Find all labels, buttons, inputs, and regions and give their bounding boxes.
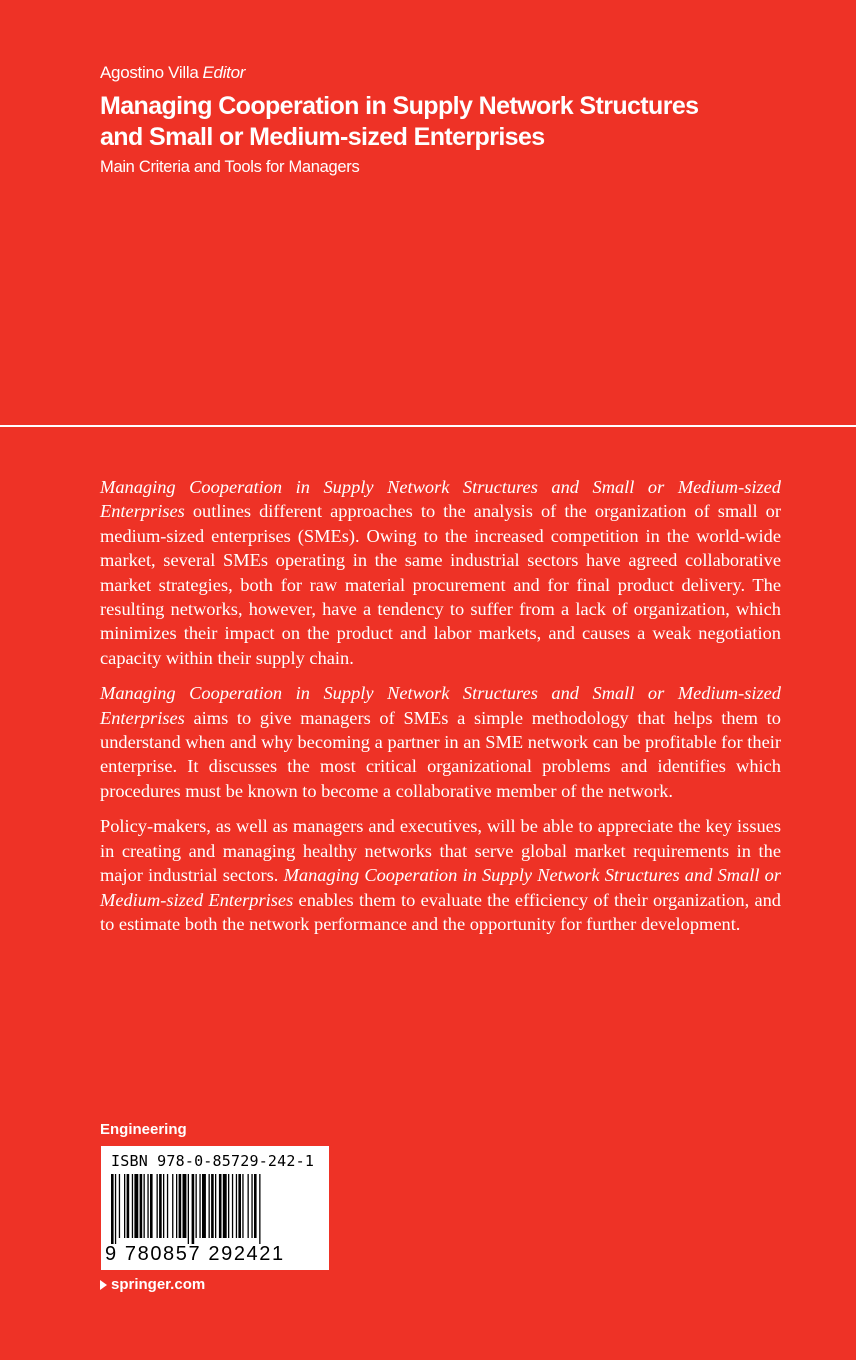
editor-line bbox=[100, 62, 800, 84]
barcode-bar bbox=[127, 1174, 130, 1238]
barcode-bar bbox=[196, 1174, 197, 1238]
barcode-bar bbox=[188, 1174, 189, 1244]
italic-book-title: Managing Cooperation in Supply Network Structures and Small or Medium-sized Enterprises bbox=[100, 477, 781, 522]
barcode-bar bbox=[192, 1174, 195, 1244]
book-title-line-1: Managing Cooperation in Supply Network Structures bbox=[100, 92, 699, 120]
barcode-bar bbox=[248, 1174, 249, 1238]
paragraph-text: aims to give managers of SMEs a simple methodology that helps them to understand when and why becoming a partner in an SME network can be profitable for their enterprise. It discusses the most critical organizational problems and identifies which procedures must be known to become a collaborative member of the network. bbox=[100, 707, 781, 801]
barcode-bar bbox=[119, 1174, 120, 1238]
barcode-bar bbox=[163, 1174, 164, 1238]
barcode-bar bbox=[251, 1174, 252, 1238]
isbn-label: ISBN 978-0-85729-242-1 bbox=[111, 1152, 315, 1170]
barcode-bar bbox=[183, 1174, 187, 1238]
isbn-barcode bbox=[101, 1146, 329, 1270]
barcode-bar bbox=[242, 1174, 243, 1238]
barcode-bar bbox=[254, 1174, 257, 1238]
barcode-bar bbox=[124, 1174, 125, 1238]
barcode-bar bbox=[115, 1174, 116, 1244]
barcode-bar bbox=[147, 1174, 148, 1238]
barcode-bar bbox=[167, 1174, 168, 1238]
editor-name: Agostino Villa bbox=[100, 63, 199, 82]
book-subtitle: Main Criteria and Tools for Managers bbox=[100, 158, 360, 176]
barcode-bars bbox=[111, 1174, 319, 1244]
book-title bbox=[100, 91, 800, 153]
barcode-bar bbox=[202, 1174, 206, 1238]
barcode-bar bbox=[176, 1174, 177, 1238]
barcode-bar bbox=[150, 1174, 153, 1238]
barcode-bar bbox=[111, 1174, 114, 1244]
barcode-bar bbox=[157, 1174, 158, 1238]
book-title-line-2: and Small or Medium-sized Enterprises bbox=[100, 123, 545, 151]
barcode-bar bbox=[211, 1174, 214, 1238]
barcode-bar bbox=[259, 1174, 260, 1244]
italic-book-title: Managing Cooperation in Supply Network Structures and Small or Medium-sized Enterprises bbox=[100, 865, 781, 910]
barcode-bar bbox=[223, 1174, 227, 1238]
website-label: springer.com bbox=[111, 1276, 206, 1293]
book-description bbox=[100, 475, 781, 947]
paragraph-text: enables them to evaluate the efficiency of their organization, and to estimate both the network performance and the opportunity for further development. bbox=[100, 889, 781, 934]
barcode-bar bbox=[199, 1174, 200, 1238]
barcode-digits: 9 780857 292421 bbox=[105, 1243, 285, 1265]
description-paragraph-2 bbox=[100, 681, 781, 803]
website-link[interactable] bbox=[100, 1275, 205, 1295]
paragraph-text: Policy-makers, as well as managers and executives, will be able to appreciate the key issues in creating and managing healthy networks that serve global market requirements in the major industrial sectors. bbox=[100, 816, 781, 886]
italic-book-title: Managing Cooperation in Supply Network Structures and Small or Medium-sized Enterprises bbox=[100, 683, 781, 728]
barcode-bar bbox=[159, 1174, 162, 1238]
subject-category: Engineering bbox=[100, 1121, 187, 1138]
barcode-bar bbox=[209, 1174, 210, 1238]
barcode-bar bbox=[215, 1174, 216, 1238]
barcode-bar bbox=[134, 1174, 138, 1238]
barcode-bar bbox=[140, 1174, 143, 1238]
triangle-right-icon bbox=[100, 1280, 107, 1290]
barcode-bar bbox=[228, 1174, 229, 1238]
paragraph-text: outlines different approaches to the analysis of the organization of small or medium-sized enterprises (SMEs). Owing to the increased competition in the world-wide market, several SMEs operating in the same industrial sectors have agreed collaborative market strategies, both for raw material procurement and for final product delivery. The resulting networks, however, have a tendency to suffer from a lack of organization, which minimizes their impact on the product and labor markets, and causes a weak negotiation capacity within their supply chain. bbox=[100, 501, 781, 668]
barcode-bar bbox=[219, 1174, 222, 1238]
barcode-bar bbox=[236, 1174, 237, 1238]
barcode-bar bbox=[132, 1174, 133, 1238]
barcode-bar bbox=[179, 1174, 182, 1238]
barcode-bar bbox=[144, 1174, 145, 1238]
divider-line bbox=[0, 425, 856, 427]
barcode-bar bbox=[238, 1174, 241, 1238]
cover-header bbox=[100, 62, 800, 178]
barcode-bar bbox=[172, 1174, 173, 1238]
editor-role: Editor bbox=[202, 63, 246, 82]
description-paragraph-3 bbox=[100, 814, 781, 936]
barcode-bar bbox=[232, 1174, 233, 1238]
description-paragraph-1 bbox=[100, 475, 781, 670]
